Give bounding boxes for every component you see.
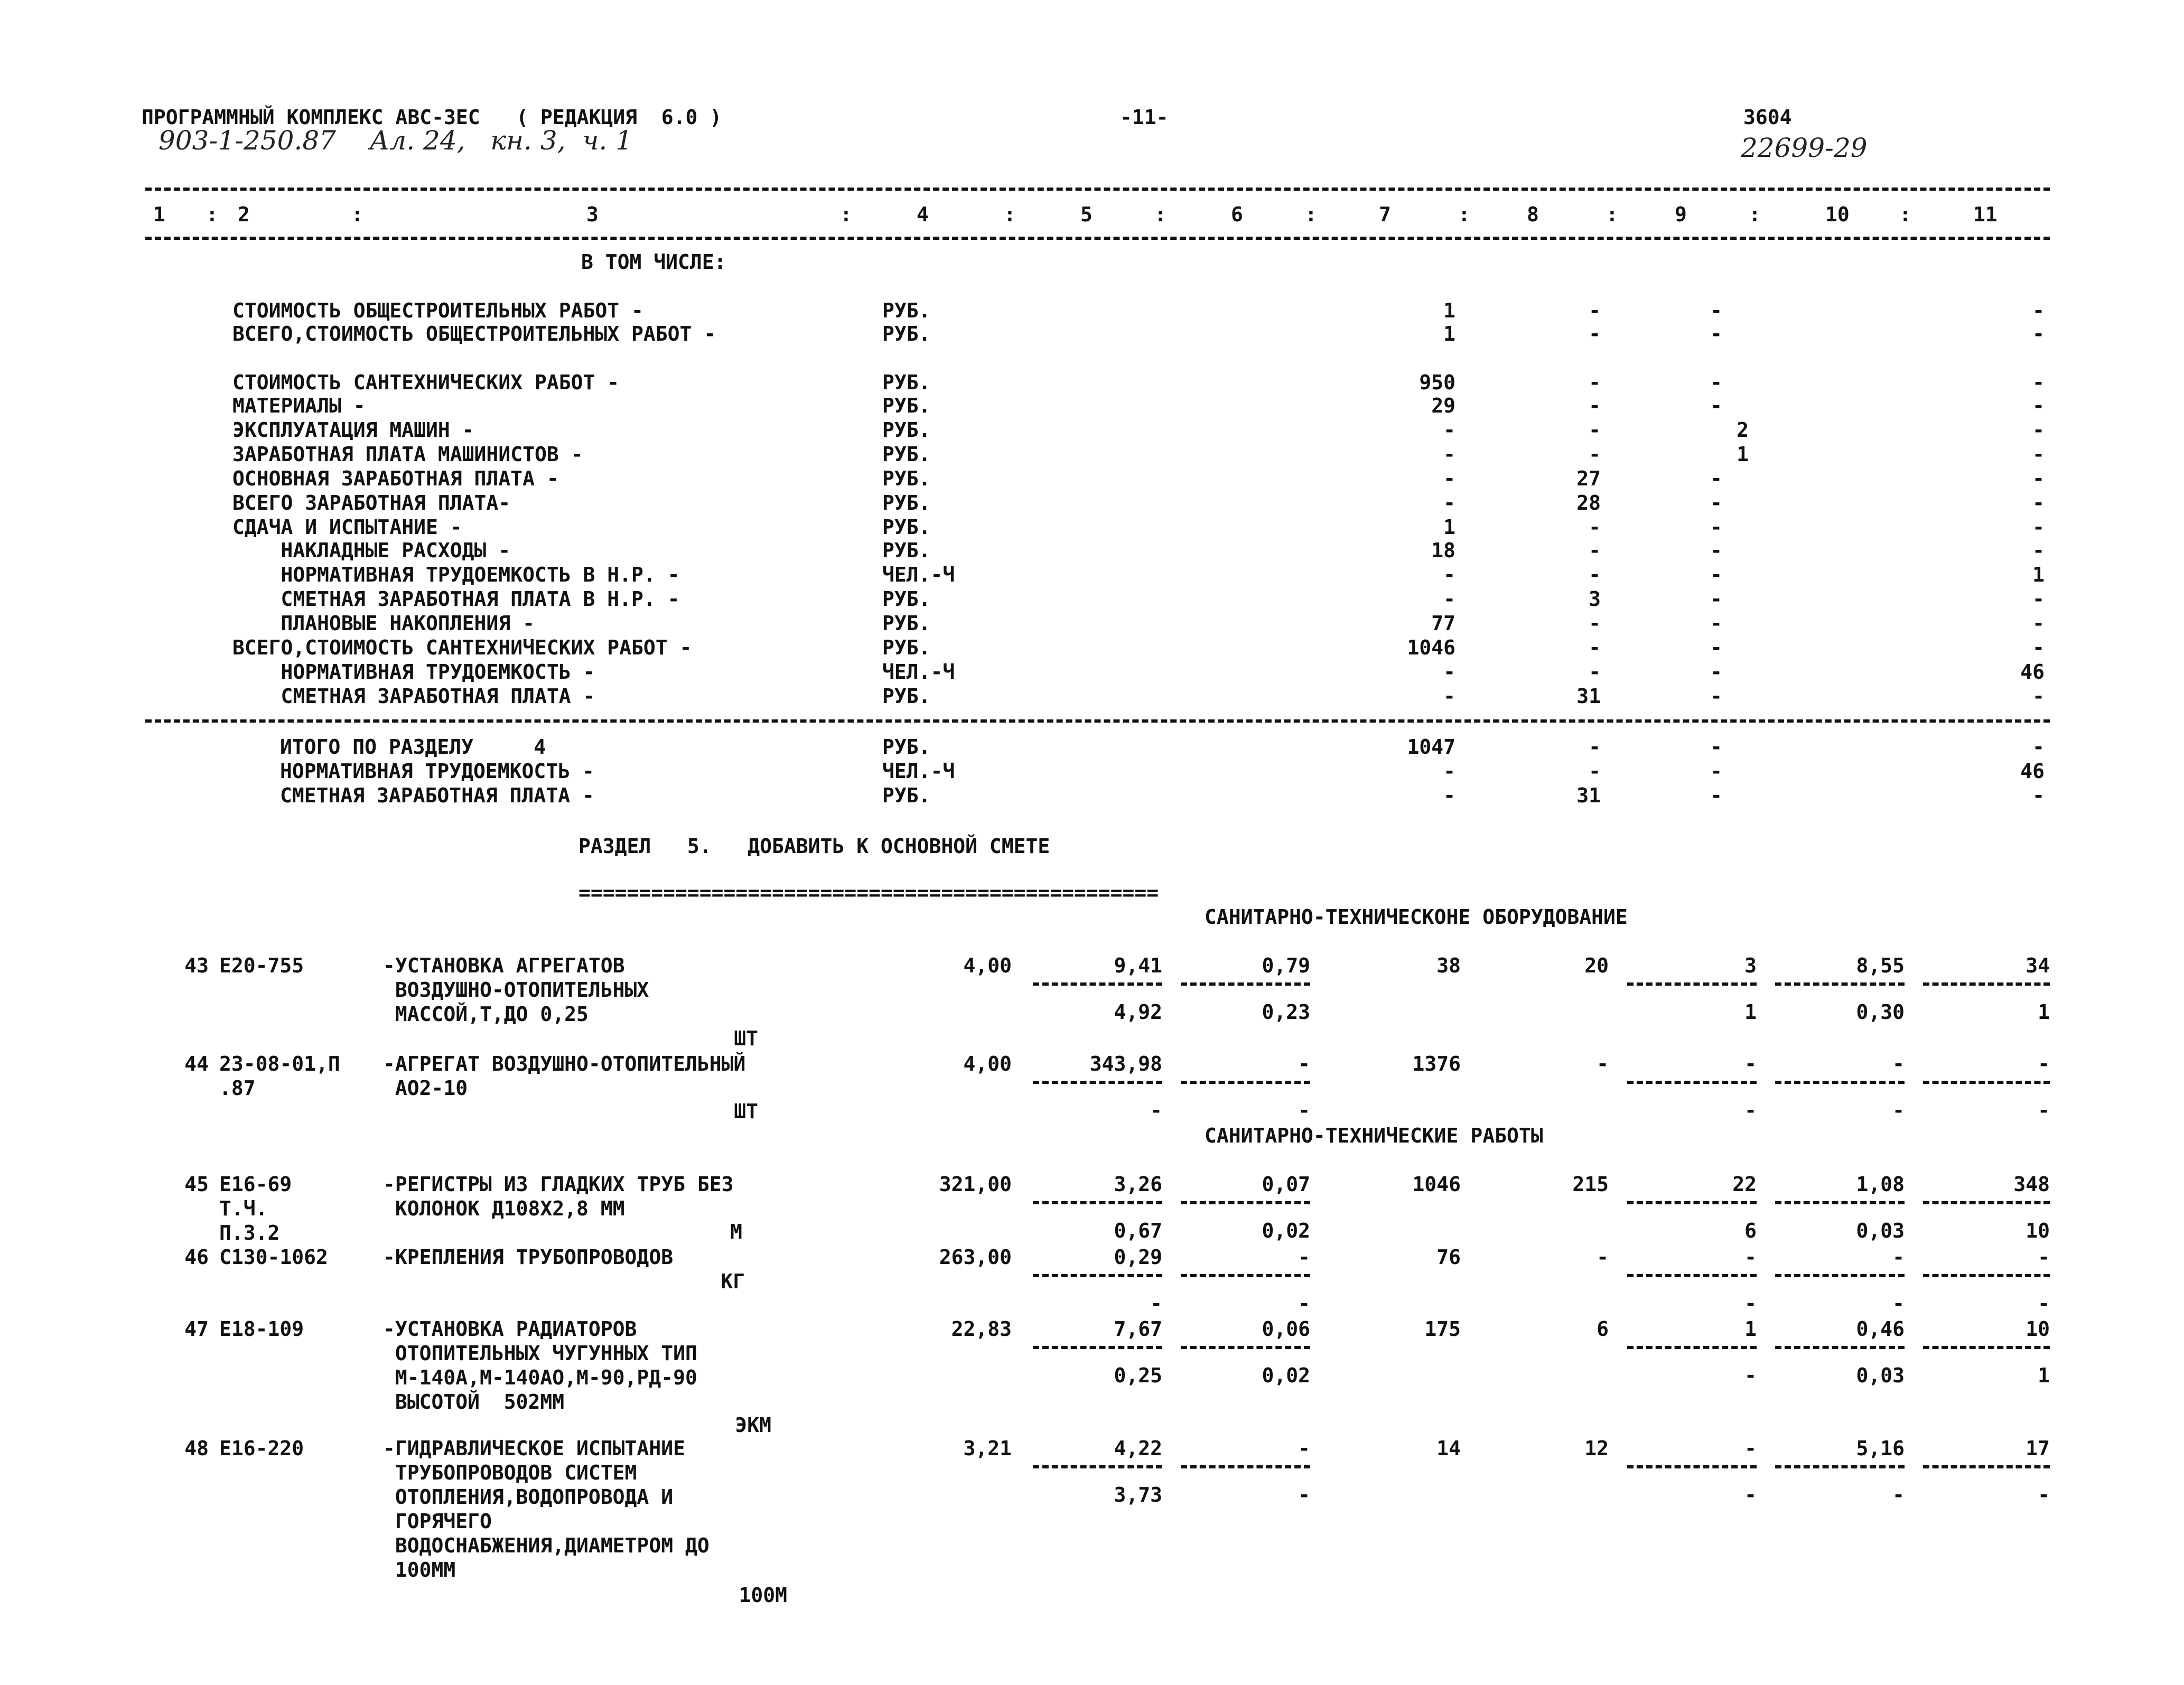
column-divider: : — [1154, 203, 1166, 226]
item-unit: ШТ — [734, 1027, 758, 1050]
total-c11: 46 — [2020, 760, 2045, 783]
item-sub-c5: - — [1150, 1099, 1162, 1122]
summary-c9: - — [1710, 685, 1722, 708]
summary-unit: РУБ. — [882, 612, 931, 635]
item-sub-c11: - — [2038, 1483, 2050, 1506]
item-sub-c6: - — [1298, 1292, 1310, 1315]
item-c7: 76 — [1436, 1246, 1461, 1269]
column-header-9: 9 — [1675, 203, 1687, 226]
summary-c8: - — [1589, 299, 1601, 322]
item-quantity: 4,00 — [963, 1052, 1012, 1075]
summary-c7: 18 — [1431, 539, 1455, 562]
item-sub-c9: 1 — [1744, 1000, 1757, 1024]
item-c8: 12 — [1584, 1437, 1609, 1460]
item-description: МАССОЙ,Т,ДО 0,25 — [383, 1003, 589, 1026]
summary-c11: - — [2032, 371, 2045, 394]
summary-unit: РУБ. — [882, 299, 931, 322]
column-header-6: 6 — [1231, 203, 1243, 226]
item-c7: 38 — [1436, 954, 1461, 977]
summary-label: НОРМАТИВНАЯ ТРУДОЕМКОСТЬ В Н.Р. - — [232, 563, 680, 586]
cell-underline — [1033, 1274, 1162, 1277]
item-description: -ГИДРАВЛИЧЕСКОЕ ИСПЫТАНИЕ — [383, 1437, 685, 1460]
item-description: -УСТАНОВКА АГРЕГАТОВ — [383, 954, 625, 977]
summary-c11: - — [2032, 322, 2045, 345]
item-sub-c5: 0,67 — [1114, 1219, 1162, 1242]
cell-underline — [1181, 1201, 1310, 1204]
column-divider: : — [1606, 203, 1618, 226]
summary-c8: - — [1589, 322, 1601, 345]
summary-c11: - — [2032, 467, 2045, 490]
column-divider: : — [1458, 203, 1470, 226]
item-c6: 0,07 — [1262, 1173, 1310, 1196]
summary-c7: - — [1443, 467, 1455, 490]
summary-c9: - — [1710, 660, 1722, 684]
item-c11: 17 — [2026, 1437, 2050, 1460]
summary-c7: 77 — [1431, 612, 1455, 635]
group-title-equipment: САНИТАРНО-ТЕХНИЧЕСКОНЕ ОБОРУДОВАНИЕ — [1205, 905, 1628, 929]
item-sub-c6: 0,02 — [1262, 1219, 1310, 1242]
item-number: 47 — [184, 1317, 209, 1341]
item-sub-c10: - — [1892, 1292, 1905, 1315]
item-quantity: 4,00 — [963, 954, 1012, 977]
summary-c8: 31 — [1576, 685, 1601, 708]
column-header-8: 8 — [1527, 203, 1539, 226]
summary-label: ЗАРАБОТНАЯ ПЛАТА МАШИНИСТОВ - — [232, 443, 583, 466]
item-description: 100ММ — [383, 1558, 456, 1581]
summary-c8: - — [1589, 418, 1601, 442]
handwritten-number: 22699-29 — [1741, 133, 1868, 163]
summary-unit: ЧЕЛ.-Ч — [882, 660, 955, 684]
item-code: Е18-109 — [219, 1317, 304, 1341]
summary-label: ВСЕГО,СТОИМОСТЬ ОБЩЕСТРОИТЕЛЬНЫХ РАБОТ - — [232, 322, 716, 345]
item-c11: 348 — [2013, 1173, 2050, 1196]
summary-c8: - — [1589, 636, 1601, 659]
summary-label: СМЕТНАЯ ЗАРАБОТНАЯ ПЛАТА В Н.Р. - — [232, 587, 680, 611]
summary-c7: - — [1443, 418, 1455, 442]
item-c6: 0,79 — [1262, 954, 1310, 977]
item-description: ОТОПИТЕЛЬНЫХ ЧУГУННЫХ ТИП — [383, 1342, 697, 1365]
total-unit: РУБ. — [882, 735, 931, 759]
summary-c7: 950 — [1419, 371, 1455, 394]
total-c9: - — [1710, 760, 1722, 783]
item-sub-c11: 10 — [2026, 1219, 2050, 1242]
summary-c9: - — [1710, 539, 1722, 562]
summary-c9: - — [1710, 563, 1722, 586]
item-sub-c11: 1 — [2038, 1364, 2050, 1387]
summary-label: НОРМАТИВНАЯ ТРУДОЕМКОСТЬ - — [232, 660, 595, 684]
summary-unit: РУБ. — [882, 371, 931, 394]
summary-c8: - — [1589, 612, 1601, 635]
summary-c9: - — [1710, 636, 1722, 659]
total-c8: 31 — [1576, 784, 1601, 807]
item-c11: - — [2038, 1052, 2050, 1075]
item-c6: - — [1298, 1437, 1310, 1460]
total-c11: - — [2032, 735, 2045, 759]
column-header-10: 10 — [1825, 203, 1850, 226]
item-code: С130-1062 — [219, 1246, 328, 1269]
item-description: ОТОПЛЕНИЯ,ВОДОПРОВОДА И — [383, 1485, 674, 1509]
column-divider: : — [1305, 203, 1317, 226]
total-c7: 1047 — [1407, 735, 1455, 759]
cell-underline — [1627, 1274, 1757, 1277]
cell-underline — [1033, 982, 1162, 986]
item-code: Е16-220 — [219, 1437, 304, 1460]
item-c11: - — [2038, 1246, 2050, 1269]
summary-unit: РУБ. — [882, 587, 931, 611]
column-header-2: 2 — [238, 203, 250, 226]
summary-c7: - — [1443, 563, 1455, 586]
item-sub-c6: - — [1298, 1483, 1310, 1506]
item-c11: 34 — [2026, 954, 2050, 977]
cell-underline — [1181, 1465, 1310, 1468]
item-sub-c5: 3,73 — [1114, 1483, 1162, 1506]
section-underline: ================================================ — [578, 881, 1159, 904]
summary-c7: - — [1443, 587, 1455, 611]
cell-underline — [1775, 982, 1905, 986]
item-sub-c5: 0,25 — [1114, 1364, 1162, 1387]
item-c5: 7,67 — [1114, 1317, 1162, 1341]
item-c6: - — [1298, 1246, 1310, 1269]
summary-unit: РУБ. — [882, 443, 931, 466]
total-c8: - — [1589, 735, 1601, 759]
item-c9: 1 — [1744, 1317, 1757, 1341]
item-sub-c6: 0,02 — [1262, 1364, 1310, 1387]
item-number: 43 — [184, 954, 209, 977]
cell-underline — [1627, 1346, 1757, 1349]
cell-underline — [1181, 1081, 1310, 1084]
item-c9: - — [1744, 1052, 1757, 1075]
item-c9: - — [1744, 1437, 1757, 1460]
summary-c11: - — [2032, 612, 2045, 635]
item-c5: 0,29 — [1114, 1246, 1162, 1269]
summary-unit: РУБ. — [882, 636, 931, 659]
summary-c9: - — [1710, 612, 1722, 635]
summary-c10: 2 — [1737, 418, 1749, 442]
summary-unit: РУБ. — [882, 394, 931, 417]
column-divider: : — [840, 203, 852, 226]
cell-underline — [1923, 1081, 2050, 1084]
summary-unit: РУБ. — [882, 539, 931, 562]
summary-c7: - — [1443, 443, 1455, 466]
summary-c11: 1 — [2032, 563, 2045, 586]
item-code: 23-08-01,П — [219, 1052, 340, 1075]
summary-c11: - — [2032, 685, 2045, 708]
cell-underline — [1033, 1465, 1162, 1468]
separator-line — [145, 237, 2050, 240]
cell-underline — [1923, 1465, 2050, 1468]
total-label: НОРМАТИВНАЯ ТРУДОЕМКОСТЬ - — [280, 760, 594, 783]
item-sub-c6: - — [1298, 1099, 1310, 1122]
summary-unit: РУБ. — [882, 516, 931, 539]
summary-label: ВСЕГО ЗАРАБОТНАЯ ПЛАТА- — [232, 491, 511, 514]
column-header-1: 1 — [153, 203, 165, 226]
summary-label: СТОИМОСТЬ ОБЩЕСТРОИТЕЛЬНЫХ РАБОТ - — [232, 299, 643, 322]
summary-c11: - — [2032, 443, 2045, 466]
item-sub-c5: 4,92 — [1114, 1000, 1162, 1024]
summary-c9: - — [1710, 587, 1722, 611]
cell-underline — [1775, 1465, 1905, 1468]
item-description: -КРЕПЛЕНИЯ ТРУБОПРОВОДОВ — [383, 1246, 674, 1269]
summary-c11: - — [2032, 299, 2045, 322]
total-c9: - — [1710, 784, 1722, 807]
summary-c11: - — [2032, 539, 2045, 562]
section-title: РАЗДЕЛ 5. ДОБАВИТЬ К ОСНОВНОЙ СМЕТЕ — [578, 835, 1050, 858]
summary-c11: - — [2032, 636, 2045, 659]
summary-c7: 29 — [1431, 394, 1455, 417]
column-divider: : — [351, 203, 363, 226]
column-divider: : — [206, 203, 218, 226]
summary-c8: 3 — [1589, 587, 1601, 611]
item-code: П.3.2 — [219, 1221, 280, 1244]
item-c9: 22 — [1732, 1173, 1757, 1196]
separator-line — [145, 719, 2050, 723]
summary-c8: - — [1589, 563, 1601, 586]
summary-unit: РУБ. — [882, 685, 931, 708]
item-quantity: 263,00 — [939, 1246, 1012, 1269]
summary-c11: - — [2032, 587, 2045, 611]
cell-underline — [1181, 1346, 1310, 1349]
item-c5: 3,26 — [1114, 1173, 1162, 1196]
summary-c8: - — [1589, 371, 1601, 394]
item-c10: - — [1892, 1246, 1905, 1269]
cell-underline — [1033, 1081, 1162, 1084]
summary-label: СДАЧА И ИСПЫТАНИЕ - — [232, 516, 462, 539]
item-sub-c5: - — [1150, 1292, 1162, 1315]
item-unit: КГ — [721, 1270, 745, 1293]
item-quantity: 22,83 — [951, 1317, 1012, 1341]
item-description: ВЫСОТОЙ 502ММ — [383, 1390, 565, 1413]
item-c7: 1376 — [1412, 1052, 1461, 1075]
summary-unit: РУБ. — [882, 467, 931, 490]
total-c8: - — [1589, 760, 1601, 783]
item-sub-c9: - — [1744, 1099, 1757, 1122]
document-code: 3604 — [1743, 106, 1792, 129]
column-divider: : — [1004, 203, 1016, 226]
summary-c8: - — [1589, 516, 1601, 539]
column-header-5: 5 — [1080, 203, 1093, 226]
item-sub-c9: - — [1744, 1364, 1757, 1387]
item-sub-c10: 0,30 — [1856, 1000, 1905, 1024]
item-c10: 8,55 — [1856, 954, 1905, 977]
item-c10: - — [1892, 1052, 1905, 1075]
column-header-11: 11 — [1973, 203, 1998, 226]
item-c8: - — [1597, 1246, 1609, 1269]
item-c10: 5,16 — [1856, 1437, 1905, 1460]
item-quantity: 321,00 — [939, 1173, 1012, 1196]
cell-underline — [1775, 1201, 1905, 1204]
item-number: 44 — [184, 1052, 209, 1075]
item-description: ВОЗДУШНО-ОТОПИТЕЛЬНЫХ — [383, 978, 649, 1001]
item-sub-c11: - — [2038, 1099, 2050, 1122]
summary-c7: - — [1443, 491, 1455, 514]
summary-c8: - — [1589, 539, 1601, 562]
summary-c11: - — [2032, 516, 2045, 539]
summary-c9: - — [1710, 394, 1722, 417]
summary-label: ЭКСПЛУАТАЦИЯ МАШИН - — [232, 418, 474, 442]
summary-label: СМЕТНАЯ ЗАРАБОТНАЯ ПЛАТА - — [232, 685, 595, 708]
total-c7: - — [1443, 784, 1455, 807]
item-description: М-140А,М-140АО,М-90,РД-90 — [383, 1366, 697, 1389]
item-sub-c9: 6 — [1744, 1219, 1757, 1242]
subtitle: В ТОМ ЧИСЛЕ: — [581, 250, 726, 274]
cell-underline — [1627, 1465, 1757, 1468]
cell-underline — [1923, 1346, 2050, 1349]
program-header: ПРОГРАММНЫЙ КОМПЛЕКС АВС-3ЕС ( РЕДАКЦИЯ 6.0 ) — [142, 106, 722, 129]
item-unit: 100М — [739, 1584, 787, 1607]
summary-label: ОСНОВНАЯ ЗАРАБОТНАЯ ПЛАТА - — [232, 467, 559, 490]
summary-c11: - — [2032, 418, 2045, 442]
summary-c7: 1046 — [1407, 636, 1455, 659]
summary-c8: 28 — [1576, 491, 1601, 514]
cell-underline — [1923, 1274, 2050, 1277]
item-c5: 4,22 — [1114, 1437, 1162, 1460]
item-c7: 175 — [1424, 1317, 1461, 1341]
item-unit: М — [730, 1220, 742, 1243]
item-c8: 6 — [1597, 1317, 1609, 1341]
item-c9: 3 — [1744, 954, 1757, 977]
item-sub-c10: 0,03 — [1856, 1219, 1905, 1242]
cell-underline — [1627, 1201, 1757, 1204]
item-quantity: 3,21 — [963, 1437, 1012, 1460]
summary-c11: 46 — [2020, 660, 2045, 684]
summary-c10: 1 — [1737, 443, 1749, 466]
item-description: АО2-10 — [383, 1076, 468, 1100]
total-unit: ЧЕЛ.-Ч — [882, 760, 955, 783]
item-description: ГОРЯЧЕГО — [383, 1510, 492, 1533]
item-description: -УСТАНОВКА РАДИАТОРОВ — [383, 1317, 637, 1341]
summary-c7: 1 — [1443, 299, 1455, 322]
summary-unit: РУБ. — [882, 322, 931, 345]
item-c6: - — [1298, 1052, 1310, 1075]
summary-label: ВСЕГО,СТОИМОСТЬ САНТЕХНИЧЕСКИХ РАБОТ - — [232, 636, 692, 659]
item-number: 45 — [184, 1173, 209, 1196]
cell-underline — [1033, 1346, 1162, 1349]
page-number: -11- — [1120, 106, 1169, 129]
cell-underline — [1181, 982, 1310, 986]
summary-label: МАТЕРИАЛЫ - — [232, 394, 366, 417]
cell-underline — [1627, 982, 1757, 986]
item-c8: 20 — [1584, 954, 1609, 977]
item-code: .87 — [219, 1076, 256, 1100]
item-c7: 1046 — [1412, 1173, 1461, 1196]
summary-c8: 27 — [1576, 467, 1601, 490]
summary-c9: - — [1710, 299, 1722, 322]
item-description: -РЕГИСТРЫ ИЗ ГЛАДКИХ ТРУБ БЕЗ — [383, 1173, 734, 1196]
item-code: Т.Ч. — [219, 1197, 268, 1220]
item-sub-c10: - — [1892, 1099, 1905, 1122]
item-c5: 343,98 — [1089, 1052, 1162, 1075]
cell-underline — [1923, 1201, 2050, 1204]
summary-c9: - — [1710, 491, 1722, 514]
summary-c7: - — [1443, 685, 1455, 708]
item-unit: ШТ — [734, 1100, 758, 1123]
item-sub-c10: 0,03 — [1856, 1364, 1905, 1387]
item-sub-c9: - — [1744, 1483, 1757, 1506]
item-c7: 14 — [1436, 1437, 1461, 1460]
item-sub-c6: 0,23 — [1262, 1000, 1310, 1024]
summary-unit: РУБ. — [882, 418, 931, 442]
cell-underline — [1627, 1081, 1757, 1084]
summary-c7: 1 — [1443, 322, 1455, 345]
item-c5: 9,41 — [1114, 954, 1162, 977]
total-c7: - — [1443, 760, 1455, 783]
item-number: 46 — [184, 1246, 209, 1269]
item-description: ВОДОСНАБЖЕНИЯ,ДИАМЕТРОМ ДО — [383, 1534, 710, 1557]
column-divider: : — [1899, 203, 1911, 226]
summary-c8: - — [1589, 394, 1601, 417]
item-sub-c11: 1 — [2038, 1000, 2050, 1024]
summary-c7: - — [1443, 660, 1455, 684]
column-header-3: 3 — [586, 203, 599, 226]
item-code: Е16-69 — [219, 1173, 292, 1196]
column-header-7: 7 — [1379, 203, 1391, 226]
summary-c11: - — [2032, 394, 2045, 417]
column-header-4: 4 — [917, 203, 929, 226]
summary-unit: ЧЕЛ.-Ч — [882, 563, 955, 586]
summary-label: ПЛАНОВЫЕ НАКОПЛЕНИЯ - — [232, 612, 535, 635]
item-unit: ЭКМ — [735, 1413, 771, 1437]
cell-underline — [1033, 1201, 1162, 1204]
cell-underline — [1923, 982, 2050, 986]
item-c8: 215 — [1572, 1173, 1609, 1196]
summary-unit: РУБ. — [882, 491, 931, 514]
summary-c9: - — [1710, 371, 1722, 394]
total-c11: - — [2032, 784, 2045, 807]
summary-c9: - — [1710, 467, 1722, 490]
group-title-works: САНИТАРНО-ТЕХНИЧЕСКИЕ РАБОТЫ — [1205, 1124, 1543, 1147]
summary-c8: - — [1589, 660, 1601, 684]
column-divider: : — [1749, 203, 1761, 226]
cell-underline — [1775, 1346, 1905, 1349]
item-description: ТРУБОПРОВОДОВ СИСТЕМ — [383, 1461, 637, 1484]
cell-underline — [1775, 1274, 1905, 1277]
item-c6: 0,06 — [1262, 1317, 1310, 1341]
summary-label: СТОИМОСТЬ САНТЕХНИЧЕСКИХ РАБОТ - — [232, 371, 620, 394]
item-c10: 0,46 — [1856, 1317, 1905, 1341]
total-unit: РУБ. — [882, 784, 931, 807]
item-code: Е20-755 — [219, 954, 304, 977]
item-sub-c11: - — [2038, 1292, 2050, 1315]
total-label: СМЕТНАЯ ЗАРАБОТНАЯ ПЛАТА - — [280, 784, 594, 807]
item-description: КОЛОНОК Д108Х2,8 ММ — [383, 1197, 625, 1220]
summary-c11: - — [2032, 491, 2045, 514]
item-c8: - — [1597, 1052, 1609, 1075]
item-c11: 10 — [2026, 1317, 2050, 1341]
summary-c9: - — [1710, 516, 1722, 539]
item-c9: - — [1744, 1246, 1757, 1269]
total-c9: - — [1710, 735, 1722, 759]
item-sub-c9: - — [1744, 1292, 1757, 1315]
total-label: ИТОГО ПО РАЗДЕЛУ 4 — [280, 735, 546, 759]
item-c10: 1,08 — [1856, 1173, 1905, 1196]
summary-c9: - — [1710, 322, 1722, 345]
summary-c8: - — [1589, 443, 1601, 466]
item-description: -АГРЕГАТ ВОЗДУШНО-ОТОПИТЕЛЬНЫЙ — [383, 1052, 746, 1075]
summary-label: НАКЛАДНЫЕ РАСХОДЫ - — [232, 539, 511, 562]
cell-underline — [1181, 1274, 1310, 1277]
item-number: 48 — [184, 1437, 209, 1460]
summary-c7: 1 — [1443, 516, 1455, 539]
separator-line — [145, 188, 2050, 191]
cell-underline — [1775, 1081, 1905, 1084]
item-sub-c10: - — [1892, 1483, 1905, 1506]
handwritten-reference: 903-1-250.87 Ал. 24, кн. 3, ч. 1 — [158, 125, 633, 156]
